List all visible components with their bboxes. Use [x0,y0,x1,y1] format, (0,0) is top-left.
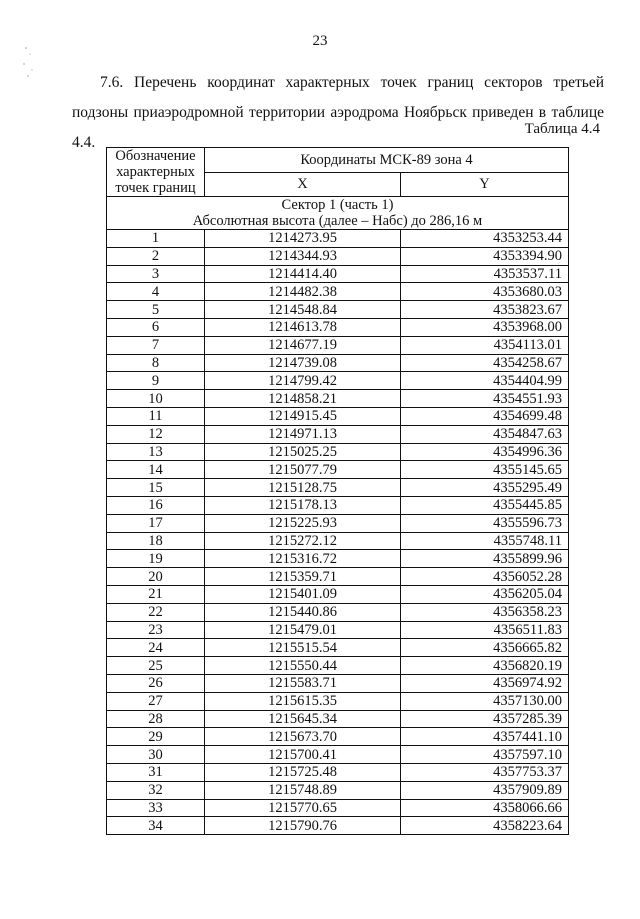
point-number: 28 [107,710,205,728]
x-coordinate: 1215790.76 [205,817,401,835]
y-coordinate: 4355145.65 [401,461,569,479]
coordinates-table [106,147,569,835]
y-coordinate: 4354113.01 [401,336,569,354]
table-row [107,763,569,781]
y-coordinate: 4353680.03 [401,283,569,301]
table-row [107,817,569,835]
point-number: 17 [107,514,205,532]
y-coordinate: 4353823.67 [401,301,569,319]
point-number: 24 [107,639,205,657]
y-coordinate: 4356820.19 [401,657,569,675]
point-number: 13 [107,443,205,461]
point-number: 23 [107,621,205,639]
y-coordinate: 4353253.44 [401,230,569,248]
table-row [107,230,569,248]
x-coordinate: 1214971.13 [205,425,401,443]
table-row [107,283,569,301]
point-number: 8 [107,354,205,372]
point-number: 25 [107,657,205,675]
x-header: X [205,172,401,197]
intro-paragraph [72,68,604,158]
page-number: 23 [312,33,328,49]
table-row [107,550,569,568]
point-number: 15 [107,479,205,497]
y-coordinate: 4357285.39 [401,710,569,728]
coords-title-header: Координаты МСК-89 зона 4 [205,148,569,173]
y-header: Y [401,172,569,197]
table-row [107,301,569,319]
point-number: 26 [107,674,205,692]
point-number: 3 [107,265,205,283]
point-number: 6 [107,318,205,336]
point-number: 11 [107,407,205,425]
y-coordinate: 4353968.00 [401,318,569,336]
table-row [107,496,569,514]
point-number: 9 [107,372,205,390]
point-number: 16 [107,496,205,514]
x-coordinate: 1215128.75 [205,479,401,497]
x-coordinate: 1215550.44 [205,657,401,675]
table-row [107,479,569,497]
x-coordinate: 1214613.78 [205,318,401,336]
point-number: 7 [107,336,205,354]
y-coordinate: 4354551.93 [401,390,569,408]
x-coordinate: 1215748.89 [205,781,401,799]
point-number: 30 [107,746,205,764]
table-row [107,514,569,532]
table-row [107,639,569,657]
point-label-header: Обозначение характерных точек границ [107,148,205,197]
y-coordinate: 4355445.85 [401,496,569,514]
table-row [107,390,569,408]
y-coordinate: 4353394.90 [401,247,569,265]
x-coordinate: 1214739.08 [205,354,401,372]
point-number: 19 [107,550,205,568]
x-coordinate: 1214344.93 [205,247,401,265]
table-row [107,532,569,550]
table-row [107,585,569,603]
table-row [107,746,569,764]
table-row [107,603,569,621]
table-row [107,265,569,283]
point-number: 29 [107,728,205,746]
x-coordinate: 1215359.71 [205,568,401,586]
x-coordinate: 1215700.41 [205,746,401,764]
y-coordinate: 4358066.66 [401,799,569,817]
section-header [107,197,569,230]
intro-text: 7.6. Перечень координат характерных точек границ секторов третьей подзоны приаэродромной территории аэродрома Ноябрьск приведен в таблице 4.4. [72,74,604,151]
x-coordinate: 1215479.01 [205,621,401,639]
x-coordinate: 1215770.65 [205,799,401,817]
y-coordinate: 4356205.04 [401,585,569,603]
table-row [107,621,569,639]
table-row [107,728,569,746]
x-coordinate: 1215583.71 [205,674,401,692]
table-caption: Таблица 4.4 [524,121,600,137]
x-coordinate: 1215440.86 [205,603,401,621]
x-coordinate: 1214548.84 [205,301,401,319]
y-coordinate: 4354847.63 [401,425,569,443]
point-number: 33 [107,799,205,817]
y-coordinate: 4355748.11 [401,532,569,550]
y-coordinate: 4354258.67 [401,354,569,372]
table-row [107,799,569,817]
table-row [107,372,569,390]
point-number: 5 [107,301,205,319]
point-number: 18 [107,532,205,550]
section-title: Сектор 1 (часть 1) [281,197,394,213]
point-number: 21 [107,585,205,603]
table-row [107,318,569,336]
point-number: 12 [107,425,205,443]
x-coordinate: 1214677.19 [205,336,401,354]
x-coordinate: 1215272.12 [205,532,401,550]
y-coordinate: 4356665.82 [401,639,569,657]
x-coordinate: 1214915.45 [205,407,401,425]
y-coordinate: 4355596.73 [401,514,569,532]
y-coordinate: 4354996.36 [401,443,569,461]
x-coordinate: 1214414.40 [205,265,401,283]
point-number: 27 [107,692,205,710]
table-row [107,657,569,675]
y-coordinate: 4354404.99 [401,372,569,390]
point-number: 4 [107,283,205,301]
x-coordinate: 1215178.13 [205,496,401,514]
y-coordinate: 4356358.23 [401,603,569,621]
table-row [107,692,569,710]
y-coordinate: 4355899.96 [401,550,569,568]
y-coordinate: 4356511.83 [401,621,569,639]
x-coordinate: 1215077.79 [205,461,401,479]
table-row [107,674,569,692]
x-coordinate: 1215025.25 [205,443,401,461]
point-number: 34 [107,817,205,835]
x-coordinate: 1215673.70 [205,728,401,746]
table-row [107,354,569,372]
y-coordinate: 4353537.11 [401,265,569,283]
point-number: 10 [107,390,205,408]
x-coordinate: 1215645.34 [205,710,401,728]
y-coordinate: 4354699.48 [401,407,569,425]
y-coordinate: 4357753.37 [401,763,569,781]
x-coordinate: 1214273.95 [205,230,401,248]
table-row [107,425,569,443]
y-coordinate: 4357130.00 [401,692,569,710]
point-number: 32 [107,781,205,799]
y-coordinate: 4356974.92 [401,674,569,692]
table-row [107,336,569,354]
coordinates-body [107,230,569,835]
section-subtitle: Абсолютная высота (далее – Набс) до 286,16 м [192,213,483,229]
y-coordinate: 4357441.10 [401,728,569,746]
table-row [107,407,569,425]
table-row [107,568,569,586]
y-coordinate: 4357597.10 [401,746,569,764]
point-number: 20 [107,568,205,586]
x-coordinate: 1215515.54 [205,639,401,657]
point-number: 14 [107,461,205,479]
x-coordinate: 1215225.93 [205,514,401,532]
x-coordinate: 1214482.38 [205,283,401,301]
y-coordinate: 4357909.89 [401,781,569,799]
y-coordinate: 4358223.64 [401,817,569,835]
table-row [107,247,569,265]
x-coordinate: 1215316.72 [205,550,401,568]
table-row [107,781,569,799]
table-row [107,461,569,479]
point-number: 1 [107,230,205,248]
table-row [107,443,569,461]
x-coordinate: 1215615.35 [205,692,401,710]
table-row [107,710,569,728]
point-number: 2 [107,247,205,265]
x-coordinate: 1214799.42 [205,372,401,390]
x-coordinate: 1215401.09 [205,585,401,603]
point-number: 22 [107,603,205,621]
x-coordinate: 1215725.48 [205,763,401,781]
y-coordinate: 4355295.49 [401,479,569,497]
margin-scan-marks [14,40,44,100]
y-coordinate: 4356052.28 [401,568,569,586]
point-number: 31 [107,763,205,781]
x-coordinate: 1214858.21 [205,390,401,408]
